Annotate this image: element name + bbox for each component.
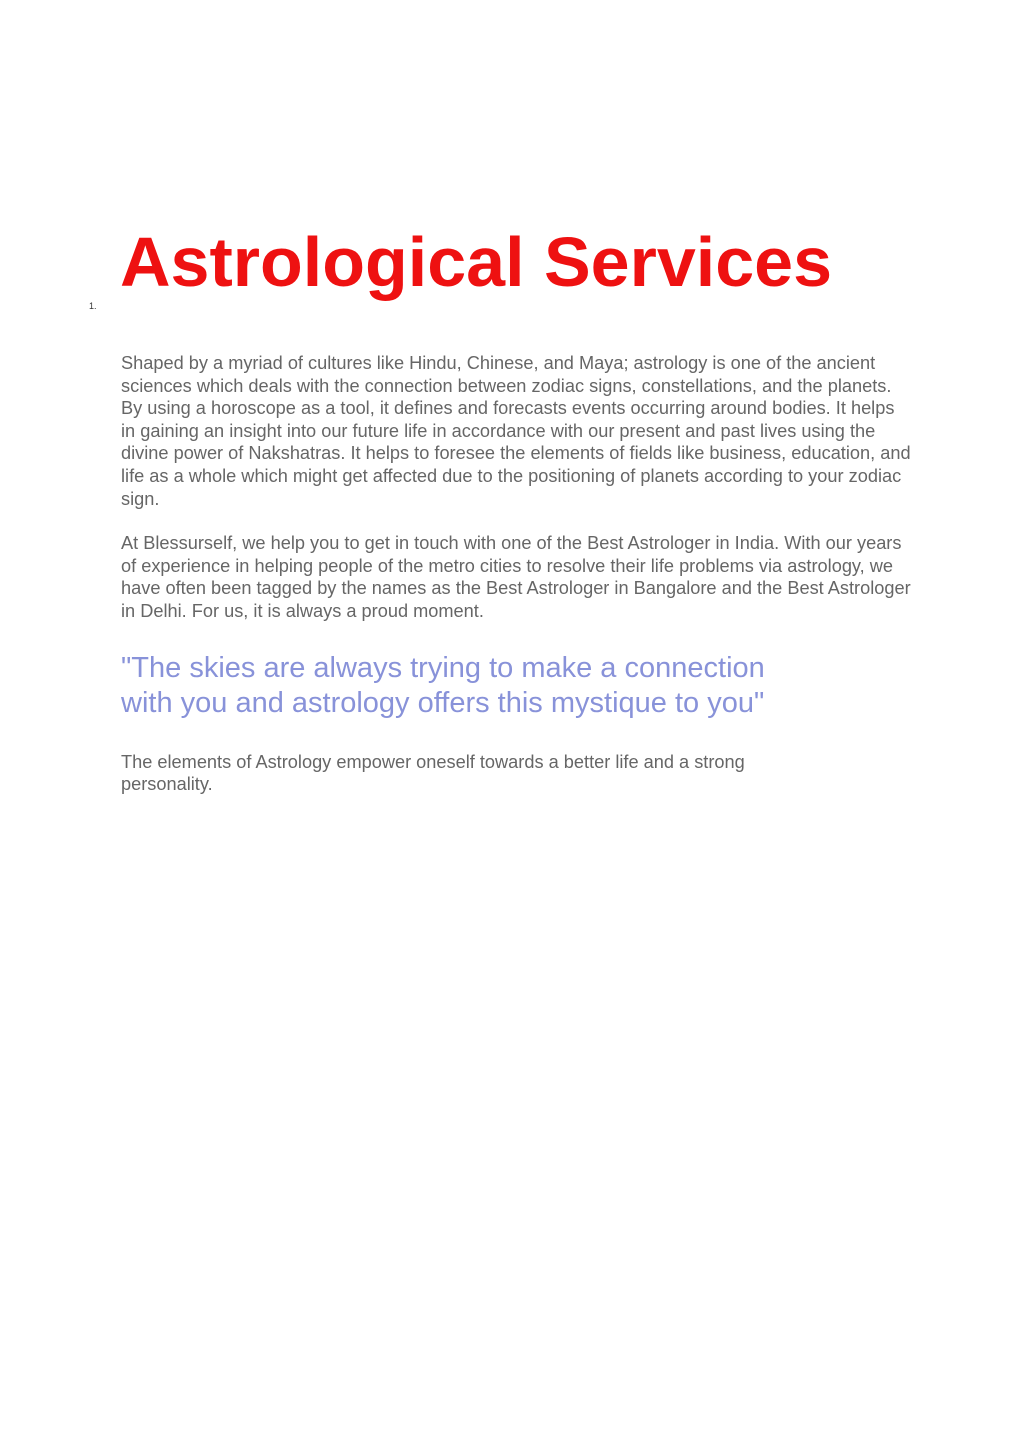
page-title: Astrological Services: [120, 223, 832, 301]
intro-paragraph: Shaped by a myriad of cultures like Hindu, Chinese, and Maya; astrology is one of the ancient sciences which deals with the connection between zodiac signs, constellations, and the planets. By using a horoscope as a tool, it defines and forecasts events occurring around bodies. It helps in gaining an insight into our future life in accordance with our present and past lives using the divine power of Nakshatras. It helps to foresee the elements of fields like business, education, and life as a whole which might get affected due to the positioning of planets according to your zodiac sign.: [121, 353, 911, 509]
list-number-marker: 1.: [89, 301, 97, 311]
blessurself-paragraph: At Blessurself, we help you to get in touch with one of the Best Astrologer in India. With our years of experience in helping people of the metro cities to resolve their life problems via astrology, we have often been tagged by the names as the Best Astrologer in Bangalore and the Best Astrologer in Delhi. For us, it is always a proud moment.: [121, 533, 911, 621]
pull-quote: "The skies are always trying to make a connection with you and astrology offers this mystique to you": [121, 651, 765, 719]
closing-paragraph: The elements of Astrology empower oneself towards a better life and a strong personality.: [121, 751, 745, 795]
article-body: [121, 352, 911, 796]
